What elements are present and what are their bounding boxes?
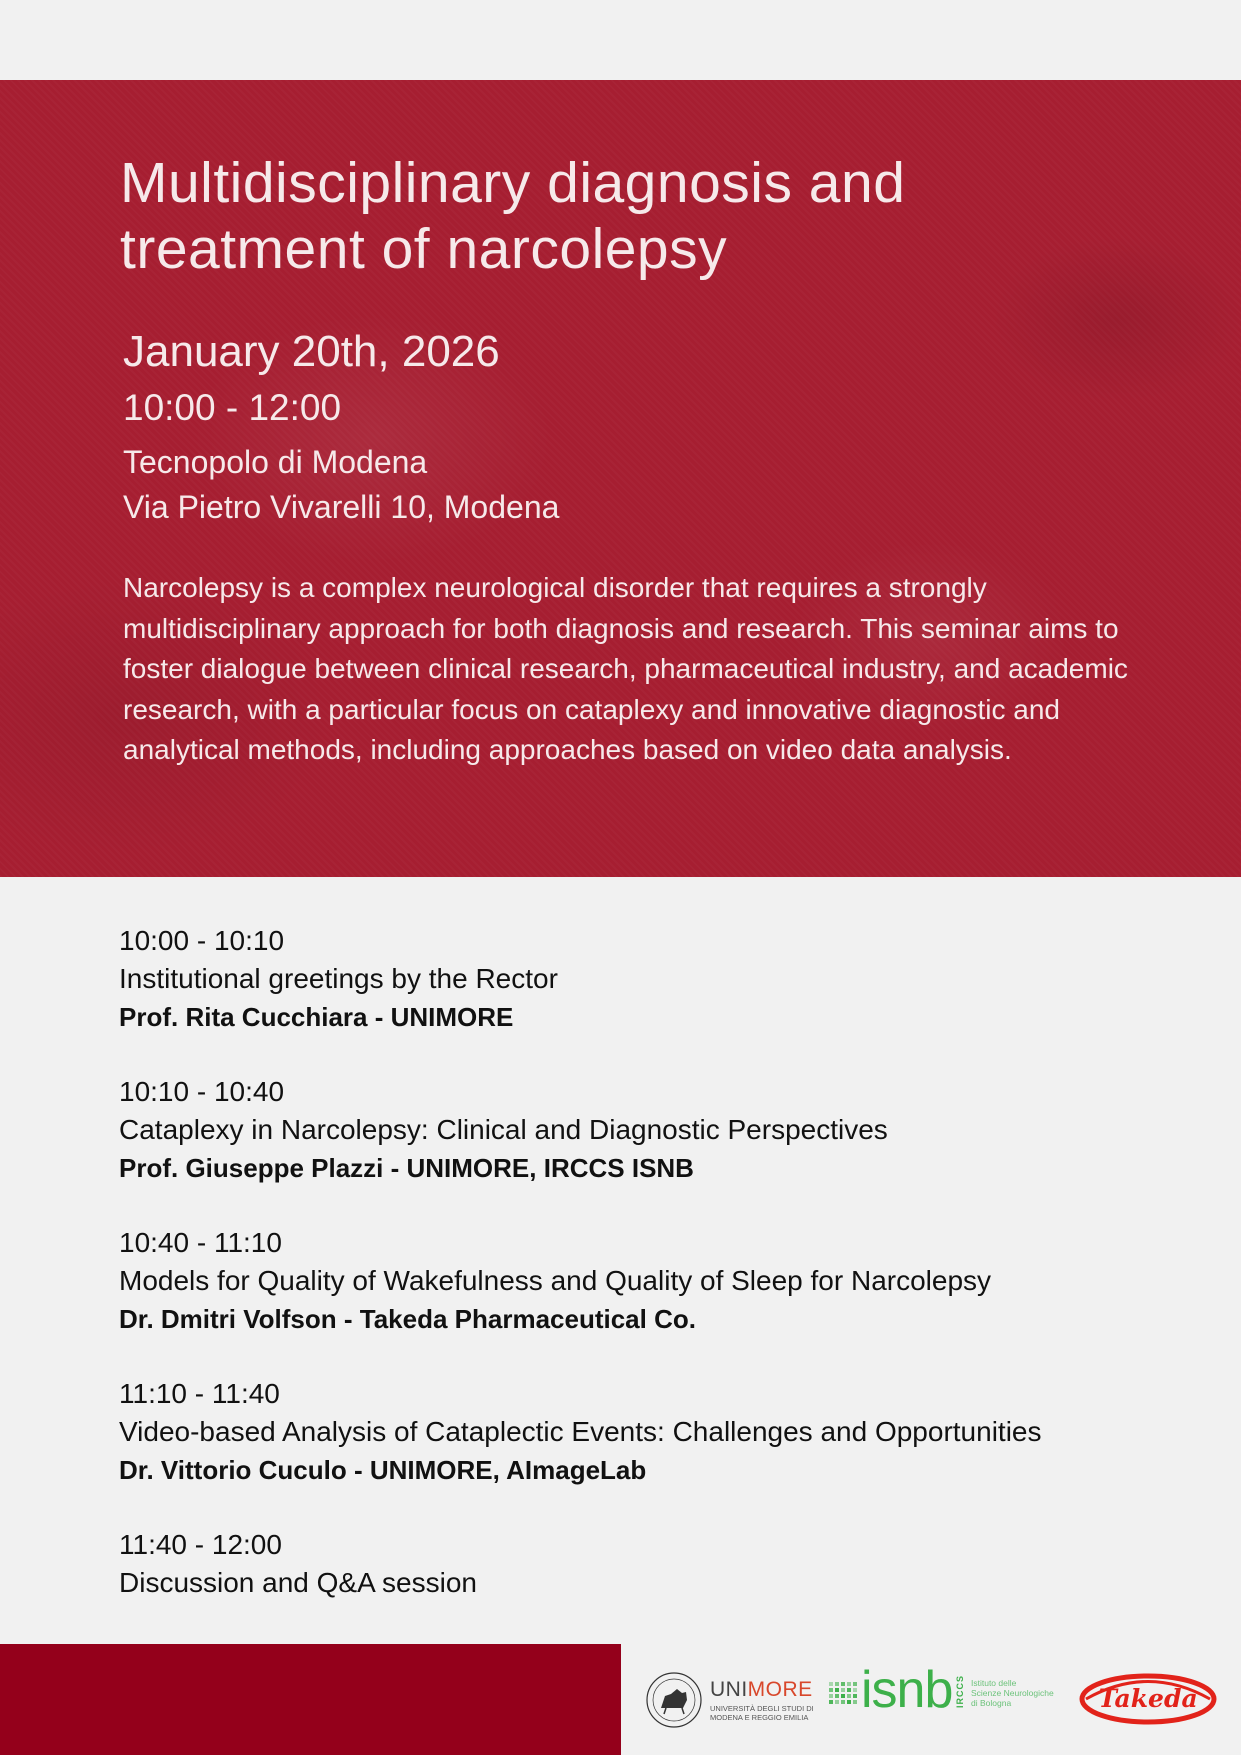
program-session (119, 922, 1219, 1036)
unimore-name-a: UNI (710, 1678, 748, 1701)
event-time: 10:00 - 12:00 (123, 387, 342, 428)
venue-address: Via Pietro Vivarelli 10, Modena (123, 489, 560, 525)
session-time: 10:40 - 11:10 (119, 1227, 282, 1258)
partner-logos (621, 1644, 1241, 1755)
isnb-irccs-tag: IRCCS (955, 1674, 965, 1708)
isnb-subtitle-1: Istituto delle (971, 1678, 1017, 1688)
session-speaker: Dr. Vittorio Cuculo - UNIMORE, AImageLab (119, 1455, 647, 1485)
program-session (119, 1224, 1219, 1338)
isnb-dots-icon (829, 1682, 863, 1712)
session-title: Institutional greetings by the Rector (119, 963, 558, 994)
event-title-line-1: Multidisciplinary diagnosis and (120, 151, 906, 215)
session-time: 10:00 - 10:10 (119, 925, 285, 956)
event-title-line-2: treatment of narcolepsy (120, 217, 728, 281)
session-speaker: Prof. Rita Cucchiara - UNIMORE (119, 1002, 514, 1032)
session-title: Discussion and Q&A session (119, 1567, 477, 1598)
program-schedule (119, 922, 1219, 1639)
session-title: Models for Quality of Wakefulness and Quality of Sleep for Narcolepsy (119, 1265, 992, 1296)
isnb-subtitle-3: di Bologna (971, 1698, 1012, 1708)
session-title: Video-based Analysis of Cataplectic Events: Challenges and Opportunities (119, 1416, 1042, 1447)
session-speaker: Dr. Dmitri Volfson - Takeda Pharmaceutical Co. (119, 1304, 696, 1334)
session-time: 10:10 - 10:40 (119, 1076, 285, 1107)
hero-banner (0, 80, 1241, 877)
takeda-name: Takeda (1098, 1684, 1198, 1713)
takeda-logo (1078, 1670, 1218, 1728)
isnb-logo (829, 1656, 1069, 1736)
event-description: Narcolepsy is a complex neurological disorder that requires a strongly multidisciplinary approach for both diagnosis and research. This seminar aims to foster dialogue between clinical research, pharmaceutical industry, and academic research, with a particular focus on cataplexy and innovative diagnostic and analytical methods, including approaches based on video data analysis. (123, 572, 1128, 765)
unimore-seal-icon (644, 1670, 704, 1730)
unimore-subtitle-2: MODENA E REGGIO EMILIA (710, 1713, 809, 1722)
event-date: January 20th, 2026 (123, 327, 500, 376)
program-session (119, 1375, 1219, 1489)
isnb-name: isnb (861, 1661, 953, 1719)
unimore-logo (644, 1668, 824, 1732)
event-title (120, 150, 1120, 282)
unimore-name-b: MORE (747, 1678, 813, 1701)
session-title: Cataplexy in Narcolepsy: Clinical and Diagnostic Perspectives (119, 1114, 888, 1145)
isnb-subtitle-2: Scienze Neurologiche (971, 1688, 1054, 1698)
footer-color-bar (0, 1644, 621, 1755)
unimore-subtitle-1: UNIVERSITÀ DEGLI STUDI DI (710, 1704, 814, 1713)
session-speaker: Prof. Giuseppe Plazzi - UNIMORE, IRCCS ISNB (119, 1153, 694, 1183)
program-session (119, 1073, 1219, 1187)
venue-name: Tecnopolo di Modena (123, 444, 428, 480)
session-time: 11:10 - 11:40 (119, 1378, 280, 1409)
program-session (119, 1526, 1219, 1602)
session-time: 11:40 - 12:00 (119, 1529, 282, 1560)
event-location (123, 440, 559, 530)
